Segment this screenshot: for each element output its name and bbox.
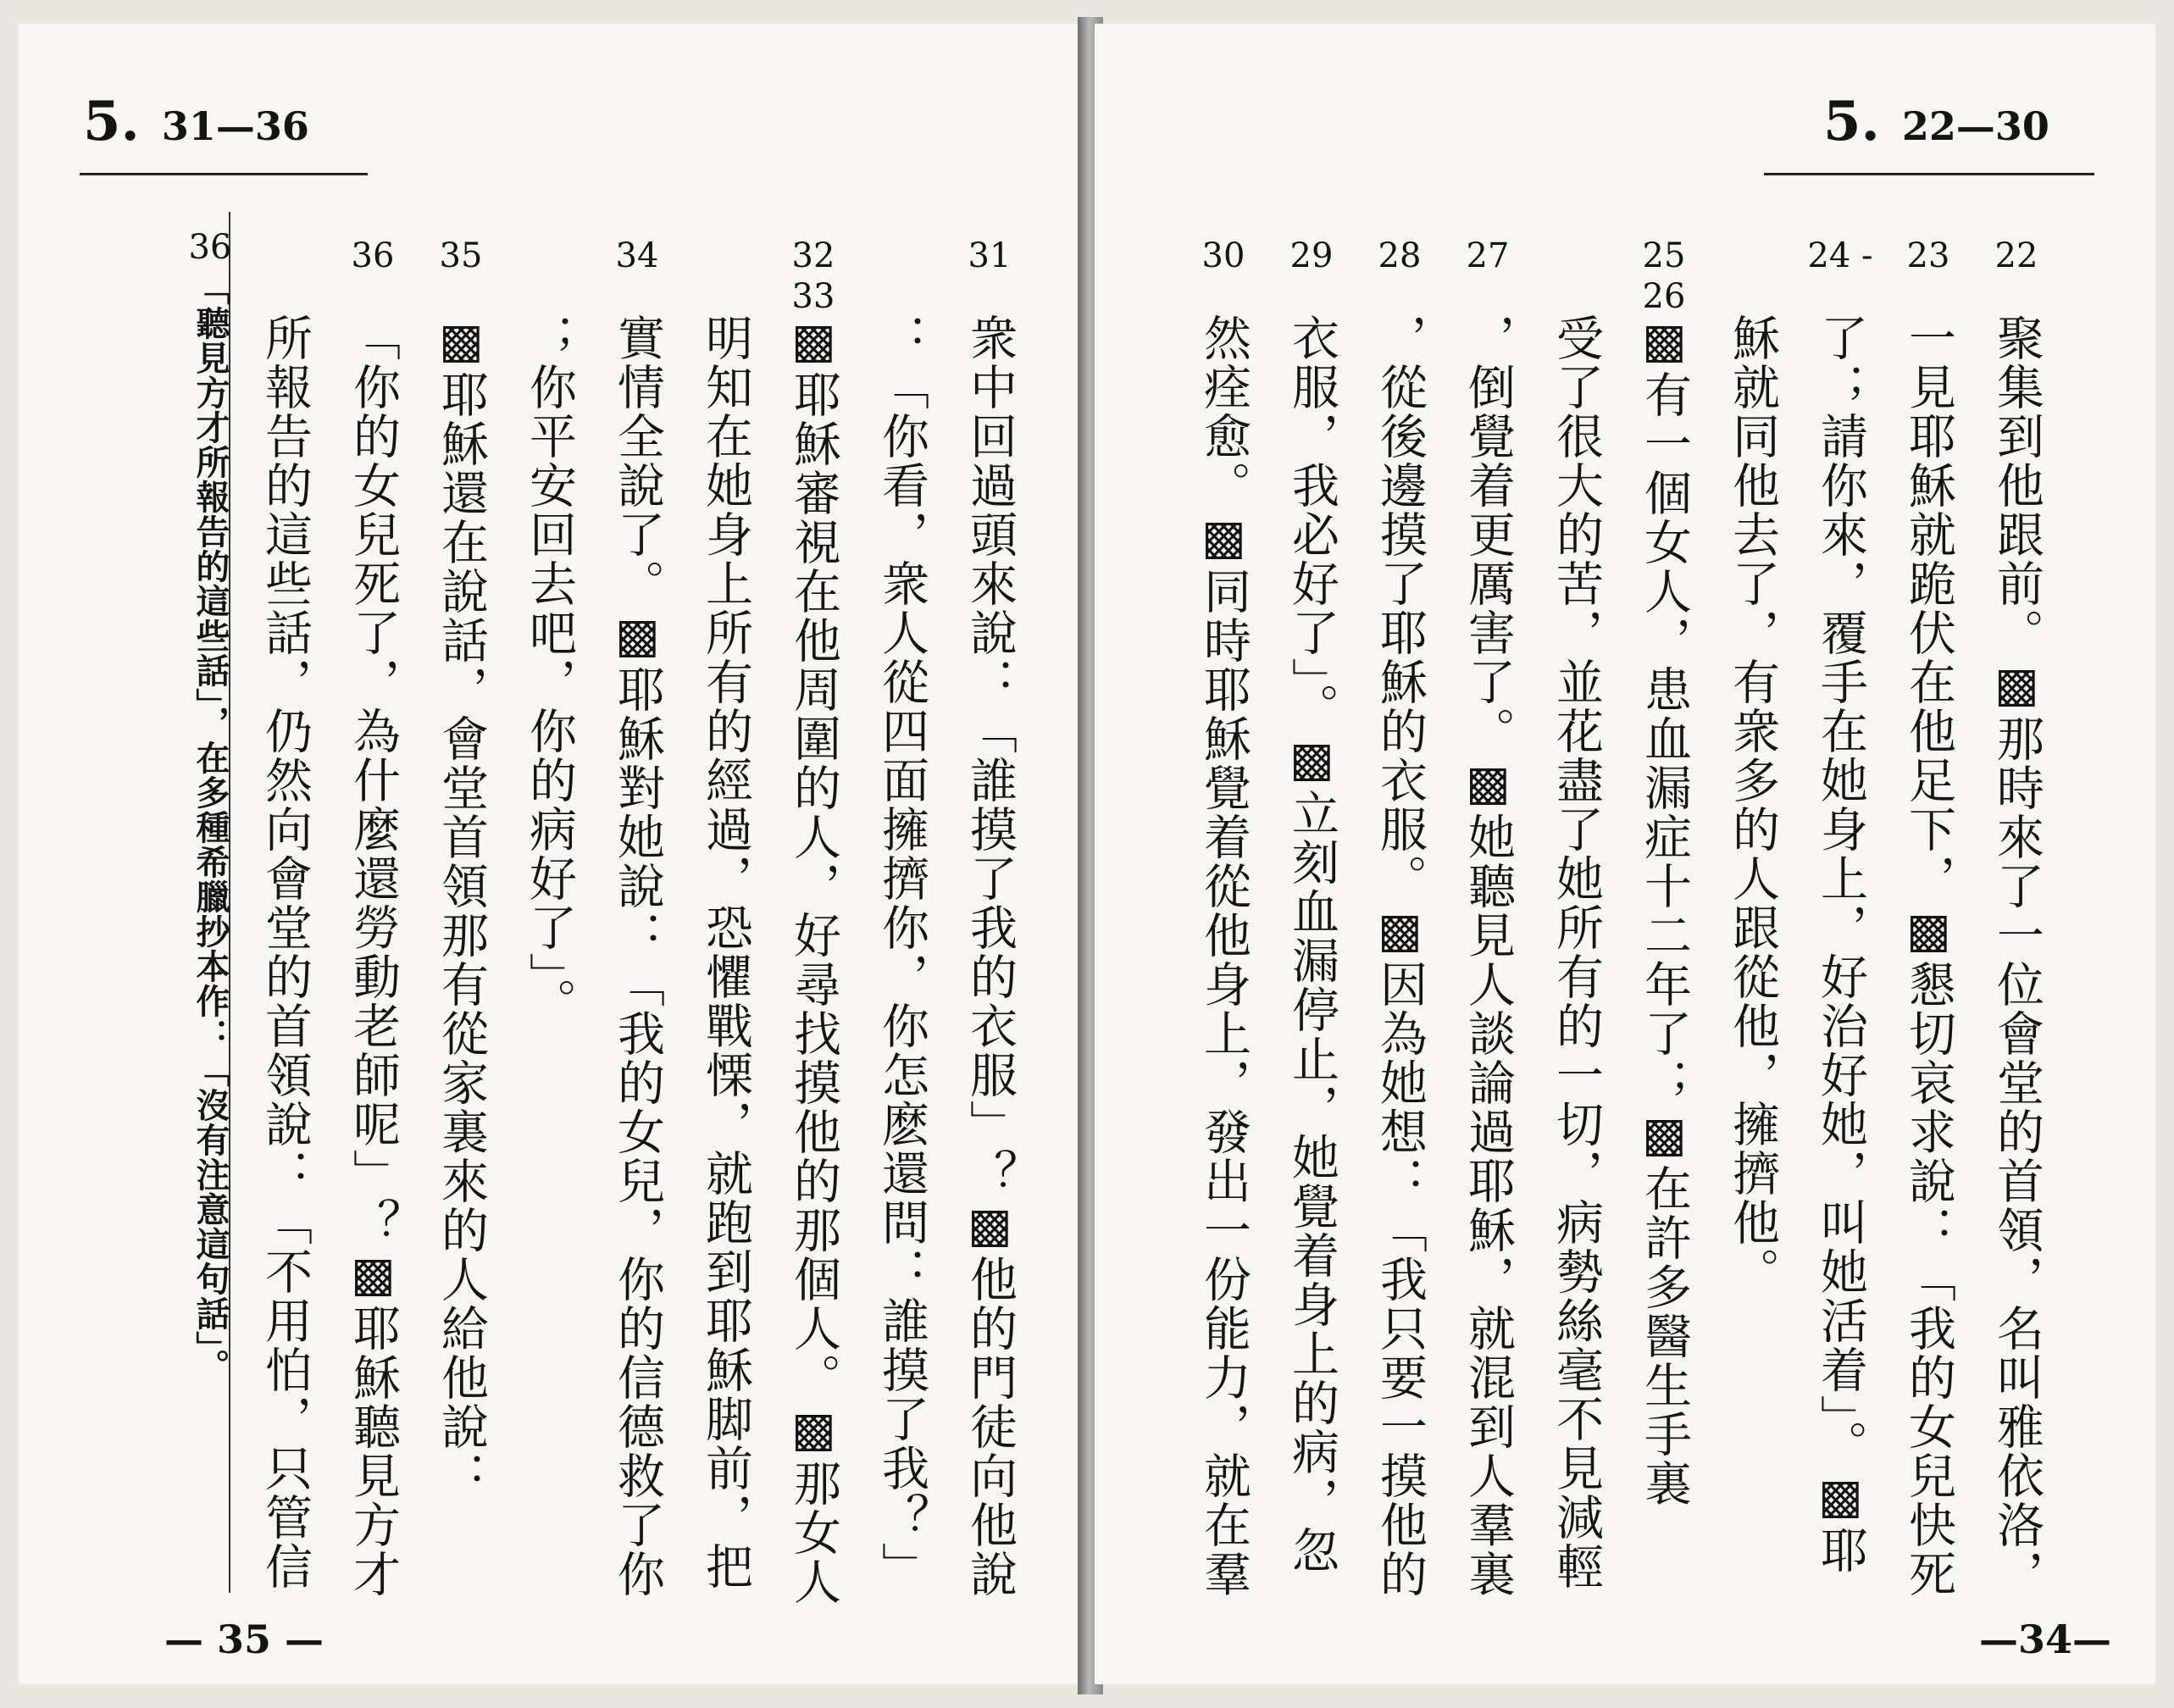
column-text: 然痊愈。▩同時耶穌覺着從他身上，發出一份能力，就在羣 [1196,313,1251,1599]
verse-number: 31 [968,236,1012,275]
text-column [505,236,593,1591]
right-header-chapter: 5. [1823,90,1880,153]
right-page-number: —34— [1979,1616,2112,1662]
column-text: 受了很大的苦，並花盡了她所有的一切，病勢絲毫不見減輕 [1549,313,1604,1591]
text-column [1179,236,1267,1599]
column-text: 衆中回過頭來說：「誰摸了我的衣服」？▩他的門徒向他說 [962,313,1018,1599]
verse-number: 32 33 [791,236,835,316]
text-column [857,236,946,1591]
text-column [1444,236,1532,1599]
text-column [1532,236,1620,1591]
text-column [946,236,1034,1599]
verse-number: 35 [439,236,483,275]
text-column [329,236,417,1599]
text-column [1884,236,1972,1599]
left-page-number: — 35 — [164,1616,324,1662]
text-column [1708,236,1796,1591]
left-header-rule [80,173,368,175]
column-text: 「你的女兒死了，為什麼還勞動老師呢」？▩耶穌聽見方才 [346,313,401,1599]
right-body [1179,236,2060,1599]
text-column [681,236,769,1591]
text-column [1796,236,1884,1591]
text-column [1356,236,1444,1599]
right-header-rule [1764,173,2094,175]
right-page [1095,24,2155,1684]
left-header-range: 31—36 [161,103,309,149]
text-column [1972,236,2060,1599]
text-column [1267,236,1356,1591]
column-text: 聚集到他跟前。▩那時來了一位會堂的首領，名叫雅依洛， [1989,313,2044,1599]
verse-number: 36 [351,236,395,275]
verse-number: 23 [1906,236,1950,275]
text-column [417,236,505,1591]
column-text: ，倒覺着更厲害了。▩她聽見人談論過耶穌，就混到人羣裏 [1461,313,1516,1599]
verse-number: 34 [615,236,659,275]
right-header [1823,90,2049,153]
column-text: 明知在她身上所有的經過，恐懼戰慄，就跑到耶穌脚前，把 [698,313,753,1591]
verse-number: 29 [1289,236,1334,275]
left-body [241,236,1034,1606]
column-text: 所報告的這些話，仍然向會堂的首領說：「不用怕，只管信 [258,313,313,1591]
column-text: ▩耶穌審視在他周圍的人，好尋找摸他的那個人。▩那女人 [786,313,841,1606]
column-text: ，從後邊摸了耶穌的衣服。▩因為她想：「我只要一摸他的 [1373,313,1428,1599]
text-column [769,236,857,1606]
footnote-verse-number: 36 [188,228,232,267]
verse-number: 27 [1466,236,1510,275]
text-column [241,236,329,1591]
column-text: ▩有一個女人，患血漏症十二年了；▩在許多醫生手裏 [1637,313,1692,1508]
footnote [169,227,251,1591]
column-text: ；你平安回去吧，你的病好了」。 [522,313,577,1027]
column-text: 衣服，我必好了」。▩立刻血漏停止，她覺着身上的病，忽 [1284,313,1339,1575]
column-text: 穌就同他去了，有衆多的人跟從他，擁擠他。 [1725,313,1780,1296]
verse-number: 28 [1378,236,1422,275]
verse-number: 24 - [1807,236,1873,275]
verse-number: 25 26 [1642,236,1686,316]
column-text: ▩耶穌還在說話，會堂首領那有從家裏來的人給他說： [434,313,489,1500]
left-page [19,24,1084,1684]
text-column [1620,236,1708,1591]
column-text: ：「你看，衆人從四面擁擠你，你怎麽還問：誰摸了我？」 [874,313,929,1591]
text-column [593,236,681,1599]
column-text: 了；請你來，覆手在她身上，好治好她，叫她活着」。▩耶 [1813,313,1868,1575]
column-text: 實情全說了。▩耶穌對她說：「我的女兒，你的信德救了你 [610,313,665,1599]
verse-number: 22 [1994,236,2038,275]
footnote-text: 「聽見方才所報告的這些話」，在多種希臘抄本作：「沒有注意這句話」。 [191,271,230,1384]
left-header-chapter: 5. [83,90,140,153]
column-text: 一見耶穌就跪伏在他足下，▩懇切哀求說：「我的女兒快死 [1901,313,1956,1599]
verse-number: 30 [1201,236,1245,275]
right-header-range: 22—30 [1901,103,2049,149]
left-header [83,90,309,153]
